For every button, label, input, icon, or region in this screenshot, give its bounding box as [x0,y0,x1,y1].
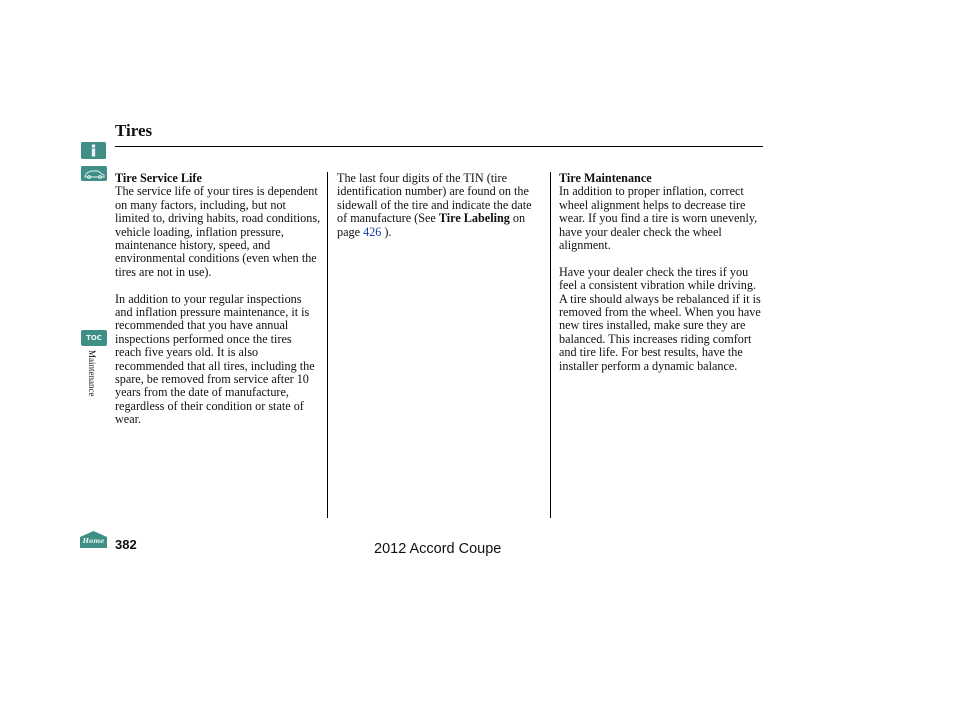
paragraph [337,172,543,239]
column-tire-maintenance [559,172,765,386]
column-tire-service-life [115,172,321,440]
home-icon [80,531,107,548]
paragraph-text: ). [381,224,392,239]
page-title: Tires [115,121,153,140]
paragraph: Have your dealer check the tires if you feel a consistent vibration while driving. A tire should always be rebalanced if it is removed from the wheel. When you have new tires installed, make sure they are balanced. This increases riding comfort and tire life. For best results, have the installer perform a dynamic balance. [559,264,761,373]
page-link-426[interactable]: 426 [363,224,382,239]
paragraph-text: The last four digits of the TIN (tire identification number) are found on the sidewall of the tire and indicate the date of manufacture (See [337,171,532,226]
footer-title: 2012 Accord Coupe [374,541,502,557]
vehicle-index-icon[interactable] [81,166,107,181]
section-heading: Tire Maintenance [559,171,652,185]
paragraph-text: The service life of your tires is dependent on many factors, including, but not limited to, driving habits, road conditions, vehicle loading, inflation pressure, maintenance history, speed, and environmental conditions (even when the tires are not in use). [115,184,321,279]
section-tab-maintenance: Maintenance [87,350,97,397]
home-label: Home [82,537,105,545]
column-tin-info [337,172,543,252]
toc-button[interactable] [81,330,107,346]
toc-label: TOC [86,334,102,342]
info-glyph [81,142,106,159]
paragraph: In addition to your regular inspections and inflation pressure maintenance, it is recommended that you have annual inspections performed once the tires reach five years old. It is also recommended that all tires, including the spare, be removed from service after 10 years from the date of manufacture, regardless of their condition or state of wear. [115,291,315,427]
paragraph [559,172,765,252]
car-icon [81,166,107,181]
info-icon[interactable] [81,142,106,159]
cross-reference: Tire Labeling [438,211,510,226]
page-number: 382 [115,537,137,552]
paragraph-text: on page [337,211,526,239]
title-divider [115,146,763,147]
column-divider-1 [327,172,328,518]
paragraph [115,172,321,279]
column-divider-2 [550,172,551,518]
home-button[interactable] [80,531,107,548]
section-heading: Tire Service Life [115,171,202,185]
paragraph-text: In addition to proper inflation, correct wheel alignment helps to decrease tire wear. If you find a tire is worn unevenly, have your dealer check the wheel alignment. [559,184,758,253]
